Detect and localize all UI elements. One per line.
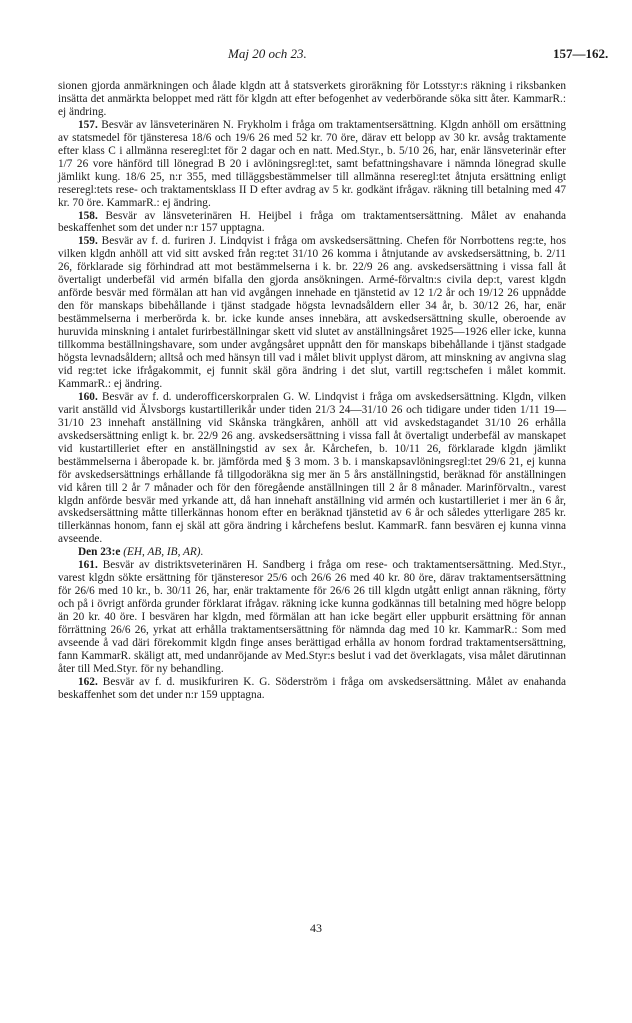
paragraph-158 xyxy=(58,210,566,236)
page-header xyxy=(0,46,632,64)
paragraph-159 xyxy=(58,235,566,390)
paragraph-160 xyxy=(58,391,566,546)
page-number: 43 xyxy=(310,921,322,935)
paragraph-text: Besvär av länsveterinären N. Frykholm i fråga om traktamentsersättning. Klgdn anhöll om ersättning av statsmedel för tjänsteresa 18/6 och 19/6 26 med 52 kr. 70 öre, därav ett belopp av 30 kr. avsåg traktamente efter klass C i allmänna reseregl:tet för 2 dagar och en natt. Med.Styr., b. 5/10 26, har, enär länsveterinär efter 1/7 26 vore hänförd till lönegrad B 20 i avlöningsregl:tet, samt befattningshavare i nämnda lönegrad skulle jämlikt kung. 18/6 25, n:r 355, med tilläggsbestämmelser till allmänna reseregl:tet åtnjuta ersättning enligt reseregl:tets rese- och traktamentsklass II D efter avdrag av 5 kr. godkänt ifrågav. räkning till betalning med 47 kr. 70 öre. KammarR.: ej ändring. xyxy=(58,118,567,209)
paragraph-157 xyxy=(58,119,566,210)
paragraph-continued xyxy=(58,80,566,119)
running-title: Maj 20 och 23. xyxy=(228,46,307,61)
paragraph-161 xyxy=(58,559,566,676)
case-number: 157. xyxy=(78,118,98,131)
date-heading xyxy=(58,546,566,559)
paragraph-162 xyxy=(58,676,566,702)
date-members: (EH, AB, IB, AR). xyxy=(123,546,204,559)
paragraph-text: Besvär av f. d. underofficerskorpralen G. W. Lindqvist i fråga om avskedsersättning. Klgdn, vilken varit anställd vid Älvsborgs kustartillerikår under tiden 21/3 24—31/10 26 och tidigare under tiden 1/11 19—31/10 23 innehaft anställning vid Skånska trängkåren, anhöll att vid avskedstagandet 31/10 26 erhålla avskedsersättning enligt k. br. 22/9 26 ang. avskedsersättning i vissa fall åt övertaligt underbefäl av manskapet vid kustartilleriet efter en anställningstid av sex år. Kårchefen, b. 10/11 26, förklarade klgdn jämlikt bestämmelserna i åberopade k. br. jämförda med § 3 mom. 3 b. i manskapsavlöningsregl:tet 29/6 21, ej kunna för avskedsersättnings erhållande få tillgodoräkna sig mer än 5 års anställningstid, beräknad för anställningen vid kåren till 2 år 7 månader och för den föregående anställningen till 2 år 8 månader. Marinförvaltn., varest klgdn anförde besvär med yrkande att, då han innehaft anställning vid armén och kustartilleriet i mer än 6 år, avskedsersättning måtte tillerkännas honom efter en beräknad tjänstetid av 6 år och således ytterligare 285 kr. tillerkännas honom, fann ej skäl att göra ändring i kårchefens beslut. KammarR. fann besvären ej kunna vinna avseende. xyxy=(58,390,567,546)
case-number: 162. xyxy=(78,675,98,688)
case-number: 158. xyxy=(78,209,98,222)
case-number: 160. xyxy=(78,390,98,403)
paragraph-text: Besvär av distriktsveterinären H. Sandberg i fråga om rese- och traktamentsersättning. Med.Styr., varest klgdn sökte ersättning för tjänsteresor 25/6 och 26/6 26 med 40 kr. 80 öre, därav traktamentsersättning för 26/6 med 10 kr., b. 30/11 26, har, enär traktamente för 26/6 26 till klgdn utgått enligt annan räkning, förty och på i övrigt anförda grunder förklarat ifrågav. räkning icke kunna godkännas till betalning med högre belopp än 20 kr. 40 öre. I besvären har klgdn, med förmälan att han icke begärt eller uppburit ersättning för annan förrättning 26/6 26, yrkat att erhålla traktamentsersättning för nämnda dag med 10 kr. KammarR.: Som med avseende å vad däri förekommit klgdn finge anses berättigad erhålla av honom fordrad traktamentsersättning, fann KammarR. skäligt att, med undanröjande av Med.Styr:s beslut i vad det överklagats, visa målet därutinnan åter till Med.Styr. för ny behandling. xyxy=(58,559,566,675)
date-label: Den 23:e xyxy=(78,546,121,559)
case-number: 161. xyxy=(78,559,98,572)
page-range: 157—162. xyxy=(553,46,609,61)
body-text xyxy=(58,80,566,702)
paragraph-text: sionen gjorda anmärkningen och ålade klgdn att å statsverkets giroräkning för Lotsstyr:s räkning i riksbanken insätta det anmärkta beloppet med rätt för klgdn att efter befogenhet av vederbörande söka sitt åter. KammarR.: ej ändring. xyxy=(58,80,566,118)
paragraph-text: Besvär av f. d. furiren J. Lindqvist i fråga om avskedsersättning. Chefen för Norrbottens reg:te, hos vilken klgdn anhöll att vid sitt avsked från reg:tet 31/10 26 komma i åtnjutande av avskedsersättning, b. 2/11 26, förklarade sig förhindrad att mot bestämmelserna i k. br. 22/9 26 ang. avskedsersättning i vissa fall åt övertaligt underbefäl vid armén bifalla den gjorda ansökningen. Armé-förvaltn:s civila dep:t, varest klgdn anförde besvär med förmälan att han vid avgången innehade en tjänstetid av 12 1/2 år och 19/12 26 uppnådde den för manskaps bibehållande i tjänst stadgade högsta levnadsåldern eller 34 år, b. 30/12 26, har, enär bestämmelserna i merberörda k. br. icke kunde anses innebära, att avskedsersättning skulle, oberoende av huruvida minskning i antalet furirbeställningar skett vid slutet av anställningsåret 1925—1926 eller icke, kunna tillkomma beställningshavare, som under avgångsåret uppnått den för manskaps bibehållande i tjänst stadgade högsta levnadsåldern; alltså och med hänsyn till vad i målet blivit upplyst därom, att minskning av angivna slag vid reg:tet icke ifrågakommit, ej funnit skäl göra ändring i det slut, vartill reg:tschefen i målet kommit. KammarR.: ej ändring. xyxy=(58,235,566,390)
case-number: 159. xyxy=(78,235,98,248)
paragraph-text: Besvär av f. d. musikfuriren K. G. Söderström i fråga om avskedsersättning. Målet av enahanda beskaffenhet som det under n:r 159 upptagna. xyxy=(58,675,566,701)
paragraph-text: Besvär av länsveterinären H. Heijbel i fråga om traktamentsersättning. Målet av enahanda beskaffenhet som det under n:r 157 upptagna. xyxy=(58,209,566,235)
